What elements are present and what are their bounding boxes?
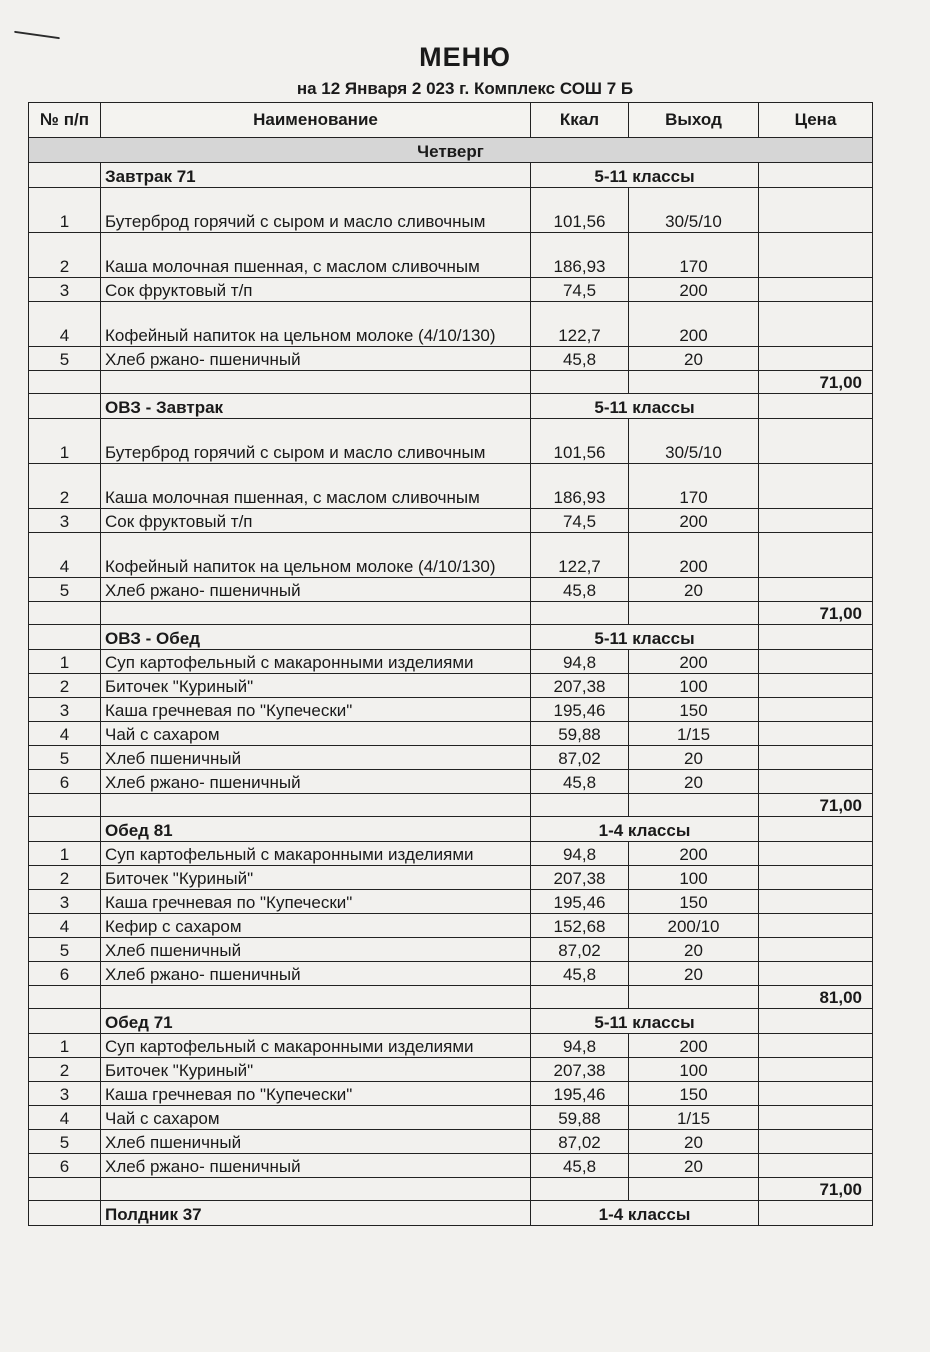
item-output: 150 [629,1082,759,1106]
item-price [759,770,873,794]
section-title: Завтрак 71 [101,163,531,188]
total-blank-cell [29,371,101,394]
item-number: 6 [29,962,101,986]
total-blank-cell [531,986,629,1009]
table-row [29,746,873,770]
item-number: 1 [29,419,101,464]
item-output: 200 [629,842,759,866]
item-price [759,533,873,578]
section-classes: 5-11 классы [531,625,759,650]
item-number: 4 [29,914,101,938]
item-output: 20 [629,347,759,371]
item-output: 20 [629,746,759,770]
total-blank-cell [629,794,759,817]
column-header-kcal: Ккал [531,103,629,138]
table-row [29,419,873,464]
column-header-name: Наименование [101,103,531,138]
section-total: 71,00 [759,602,873,625]
item-price [759,842,873,866]
total-blank-cell [531,1178,629,1201]
section-title: Обед 81 [101,817,531,842]
item-kcal: 195,46 [531,890,629,914]
column-header-price: Цена [759,103,873,138]
item-number: 1 [29,1034,101,1058]
item-price [759,722,873,746]
item-name: Каша гречневая по "Купечески" [101,1082,531,1106]
total-blank-cell [29,1178,101,1201]
table-row [29,1130,873,1154]
item-kcal: 74,5 [531,278,629,302]
item-number: 4 [29,302,101,347]
total-blank-cell [29,794,101,817]
item-kcal: 101,56 [531,188,629,233]
item-name: Хлеб ржано- пшеничный [101,347,531,371]
table-row [29,650,873,674]
item-number: 2 [29,233,101,278]
item-kcal: 45,8 [531,962,629,986]
item-price [759,1130,873,1154]
item-kcal: 87,02 [531,1130,629,1154]
table-row [29,962,873,986]
menu-table [28,102,873,1226]
total-blank-cell [101,794,531,817]
item-kcal: 87,02 [531,938,629,962]
item-price [759,464,873,509]
section-title: Полдник 37 [101,1201,531,1226]
item-output: 200 [629,509,759,533]
section-classes: 5-11 классы [531,1009,759,1034]
total-blank-cell [629,986,759,1009]
section-price-cell [759,625,873,650]
item-name: Сок фруктовый т/п [101,278,531,302]
table-row [29,698,873,722]
section-classes: 5-11 классы [531,163,759,188]
section-title: ОВЗ - Завтрак [101,394,531,419]
item-number: 2 [29,464,101,509]
item-name: Хлеб ржано- пшеничный [101,578,531,602]
item-name: Хлеб ржано- пшеничный [101,770,531,794]
item-output: 200/10 [629,914,759,938]
table-row [29,1106,873,1130]
item-name: Хлеб ржано- пшеничный [101,962,531,986]
item-price [759,1058,873,1082]
item-output: 20 [629,578,759,602]
item-price [759,278,873,302]
item-price [759,1082,873,1106]
item-kcal: 122,7 [531,533,629,578]
item-kcal: 87,02 [531,746,629,770]
item-output: 200 [629,1034,759,1058]
item-number: 4 [29,722,101,746]
day-row [29,138,873,163]
item-output: 150 [629,698,759,722]
item-price [759,866,873,890]
item-price [759,746,873,770]
table-row [29,278,873,302]
item-name: Хлеб пшеничный [101,938,531,962]
item-kcal: 74,5 [531,509,629,533]
section-total: 71,00 [759,1178,873,1201]
item-kcal: 94,8 [531,842,629,866]
item-kcal: 94,8 [531,650,629,674]
item-number: 2 [29,866,101,890]
item-number: 5 [29,746,101,770]
pen-mark [14,31,60,39]
item-output: 30/5/10 [629,419,759,464]
item-name: Хлеб пшеничный [101,746,531,770]
item-price [759,1106,873,1130]
menu-body [29,138,873,1226]
item-number: 3 [29,1082,101,1106]
section-total-row [29,602,873,625]
item-price [759,1034,873,1058]
total-blank-cell [629,1178,759,1201]
section-total-row [29,371,873,394]
item-kcal: 195,46 [531,698,629,722]
item-name: Каша молочная пшенная, с маслом сливочным [101,464,531,509]
item-number: 6 [29,1154,101,1178]
section-price-cell [759,1009,873,1034]
item-name: Каша молочная пшенная, с маслом сливочным [101,233,531,278]
item-kcal: 59,88 [531,1106,629,1130]
item-kcal: 45,8 [531,578,629,602]
item-number: 3 [29,509,101,533]
item-price [759,890,873,914]
table-row [29,1154,873,1178]
item-output: 200 [629,533,759,578]
item-number: 5 [29,1130,101,1154]
page-title: МЕНЮ [419,42,511,72]
item-price [759,419,873,464]
item-name: Бутерброд горячий с сыром и масло сливочным [101,188,531,233]
item-price [759,188,873,233]
section-number-cell [29,817,101,842]
column-header-output: Выход [629,103,759,138]
table-row [29,464,873,509]
day-label: Четверг [29,138,873,163]
section-total: 81,00 [759,986,873,1009]
item-number: 5 [29,578,101,602]
item-output: 1/15 [629,722,759,746]
item-price [759,1154,873,1178]
item-price [759,347,873,371]
item-kcal: 94,8 [531,1034,629,1058]
item-name: Суп картофельный с макаронными изделиями [101,1034,531,1058]
table-row [29,770,873,794]
item-name: Бутерброд горячий с сыром и масло сливочным [101,419,531,464]
item-number: 4 [29,533,101,578]
item-price [759,698,873,722]
item-output: 170 [629,233,759,278]
section-title: Обед 71 [101,1009,531,1034]
item-output: 20 [629,1154,759,1178]
item-output: 200 [629,278,759,302]
section-price-cell [759,817,873,842]
item-kcal: 122,7 [531,302,629,347]
total-blank-cell [101,986,531,1009]
item-kcal: 207,38 [531,674,629,698]
section-price-cell [759,1201,873,1226]
table-row [29,233,873,278]
item-name: Биточек "Куриный" [101,866,531,890]
item-price [759,509,873,533]
item-output: 20 [629,938,759,962]
item-number: 2 [29,674,101,698]
section-classes: 1-4 классы [531,1201,759,1226]
item-number: 5 [29,938,101,962]
table-row [29,842,873,866]
table-row [29,1034,873,1058]
table-row [29,302,873,347]
item-price [759,914,873,938]
item-name: Чай с сахаром [101,1106,531,1130]
section-total-row [29,794,873,817]
item-number: 3 [29,890,101,914]
total-blank-cell [101,602,531,625]
item-kcal: 101,56 [531,419,629,464]
section-number-cell [29,394,101,419]
table-row [29,914,873,938]
item-output: 20 [629,962,759,986]
section-classes: 1-4 классы [531,817,759,842]
item-output: 1/15 [629,1106,759,1130]
table-row [29,938,873,962]
item-output: 200 [629,302,759,347]
section-number-cell [29,1201,101,1226]
section-total: 71,00 [759,371,873,394]
item-kcal: 186,93 [531,464,629,509]
item-name: Кофейный напиток на цельном молоке (4/10/130) [101,302,531,347]
item-number: 3 [29,698,101,722]
item-kcal: 152,68 [531,914,629,938]
item-output: 30/5/10 [629,188,759,233]
item-price [759,650,873,674]
item-kcal: 186,93 [531,233,629,278]
section-header-row [29,163,873,188]
section-header-row [29,394,873,419]
item-name: Хлеб ржано- пшеничный [101,1154,531,1178]
section-number-cell [29,163,101,188]
section-header-row [29,817,873,842]
section-number-cell [29,1009,101,1034]
item-output: 200 [629,650,759,674]
table-row [29,578,873,602]
section-total-row [29,986,873,1009]
table-row [29,1058,873,1082]
section-price-cell [759,163,873,188]
item-kcal: 45,8 [531,1154,629,1178]
item-output: 100 [629,866,759,890]
item-name: Биточек "Куриный" [101,674,531,698]
item-kcal: 207,38 [531,866,629,890]
item-output: 20 [629,1130,759,1154]
item-number: 4 [29,1106,101,1130]
item-price [759,938,873,962]
total-blank-cell [29,602,101,625]
section-header-row [29,625,873,650]
total-blank-cell [629,602,759,625]
item-output: 150 [629,890,759,914]
section-header-row [29,1201,873,1226]
item-price [759,674,873,698]
item-name: Кофейный напиток на цельном молоке (4/10/130) [101,533,531,578]
item-kcal: 45,8 [531,347,629,371]
column-header-number: № п/п [29,103,101,138]
section-total-row [29,1178,873,1201]
item-name: Биточек "Куриный" [101,1058,531,1082]
item-price [759,233,873,278]
item-output: 100 [629,1058,759,1082]
page-subtitle: на 12 Января 2 023 г. Комплекс СОШ 7 Б [296,79,634,98]
item-name: Сок фруктовый т/п [101,509,531,533]
item-name: Кефир с сахаром [101,914,531,938]
table-row [29,866,873,890]
table-row [29,533,873,578]
item-number: 3 [29,278,101,302]
document-header [0,40,930,100]
total-blank-cell [101,1178,531,1201]
section-header-row [29,1009,873,1034]
table-header-row [29,103,873,138]
item-output: 100 [629,674,759,698]
item-number: 1 [29,842,101,866]
item-price [759,302,873,347]
item-number: 1 [29,188,101,233]
section-price-cell [759,394,873,419]
item-number: 5 [29,347,101,371]
item-name: Чай с сахаром [101,722,531,746]
item-name: Каша гречневая по "Купечески" [101,890,531,914]
section-title: ОВЗ - Обед [101,625,531,650]
item-output: 20 [629,770,759,794]
item-price [759,578,873,602]
item-price [759,962,873,986]
table-row [29,188,873,233]
total-blank-cell [531,794,629,817]
total-blank-cell [531,371,629,394]
table-row [29,890,873,914]
section-classes: 5-11 классы [531,394,759,419]
total-blank-cell [29,986,101,1009]
section-number-cell [29,625,101,650]
table-row [29,1082,873,1106]
item-name: Хлеб пшеничный [101,1130,531,1154]
item-number: 1 [29,650,101,674]
section-total: 71,00 [759,794,873,817]
item-output: 170 [629,464,759,509]
total-blank-cell [629,371,759,394]
table-row [29,509,873,533]
total-blank-cell [101,371,531,394]
item-kcal: 59,88 [531,722,629,746]
item-number: 2 [29,1058,101,1082]
item-name: Суп картофельный с макаронными изделиями [101,842,531,866]
table-row [29,722,873,746]
table-row [29,347,873,371]
item-kcal: 195,46 [531,1082,629,1106]
item-number: 6 [29,770,101,794]
total-blank-cell [531,602,629,625]
item-kcal: 45,8 [531,770,629,794]
item-kcal: 207,38 [531,1058,629,1082]
item-name: Суп картофельный с макаронными изделиями [101,650,531,674]
table-row [29,674,873,698]
item-name: Каша гречневая по "Купечески" [101,698,531,722]
